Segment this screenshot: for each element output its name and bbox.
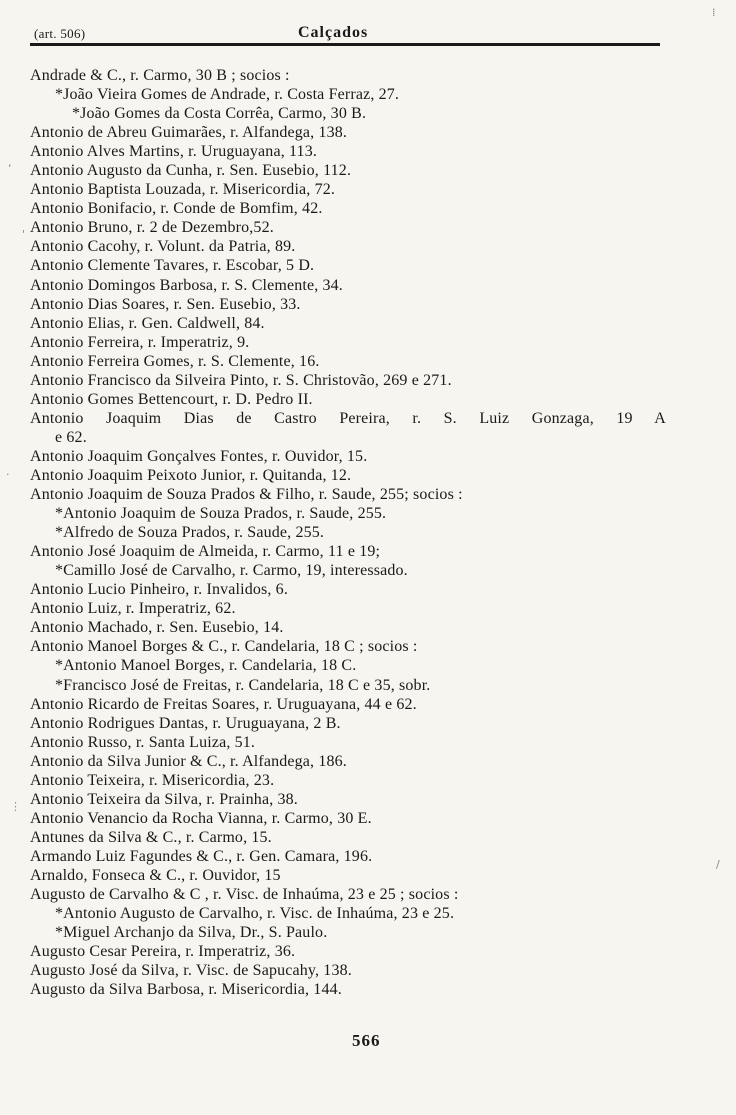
entry-text: Antonio Cacohy, r. Volunt. da Patria, 89.: [30, 238, 296, 256]
directory-entry: [0, 314, 736, 333]
entry-text: Antonio Joaquim Dias de Castro Pereira, r. S. Luiz Gonzaga, 19 A: [30, 409, 666, 427]
margin-speck: ': [22, 228, 26, 241]
sub-entry: [0, 85, 736, 104]
entry-text: e 62.: [55, 428, 87, 446]
entry-text: Antonio Alves Martins, r. Uruguayana, 113.: [30, 143, 318, 161]
entry-text: Antonio Augusto da Cunha, r. Sen. Eusebio, 112.: [30, 162, 352, 180]
directory-entry: [0, 371, 736, 390]
entry-text: Andrade & C., r. Carmo, 30 B ; socios :: [30, 67, 290, 84]
directory-entry: [0, 942, 736, 961]
sub-entry: [0, 504, 736, 523]
entry-text: Antonio de Abreu Guimarães, r. Alfandega, 138.: [30, 124, 348, 142]
entry-text: Antonio da Silva Junior & C., r. Alfandega, 186.: [30, 752, 347, 770]
directory-entry: [0, 256, 736, 275]
entry-text: Antonio Teixeira da Silva, r. Prainha, 38.: [30, 790, 298, 808]
sub-entry: [0, 104, 736, 123]
directory-entry: [0, 466, 736, 485]
directory-entry: [0, 542, 736, 561]
entry-text: Antonio José Joaquim de Almeida, r. Carmo, 11 e 19;: [30, 543, 381, 561]
entry-text: Antonio Teixeira, r. Misericordia, 23.: [30, 771, 275, 789]
sub-entry: [0, 904, 736, 923]
directory-entry: [0, 695, 736, 714]
entry-text: Augusto da Silva Barbosa, r. Misericordia, 144.: [30, 981, 342, 999]
directory-entry: [0, 276, 736, 295]
margin-speck: ,: [8, 156, 12, 169]
directory-entry: [0, 980, 736, 999]
sub-entry: [0, 656, 736, 675]
directory-entry: [0, 123, 736, 142]
entry-text: *João Gomes da Costa Corrêa, Carmo, 30 B.: [72, 105, 367, 123]
directory-entry: [0, 180, 736, 199]
entry-text: Antonio Francisco da Silveira Pinto, r. S. Christovão, 269 e 271.: [30, 371, 452, 389]
sub-entry: [0, 428, 736, 447]
entry-text: *Antonio Joaquim de Souza Prados, r. Saude, 255.: [55, 505, 387, 523]
entry-text: Antonio Rodrigues Dantas, r. Uruguayana, 2 B.: [30, 714, 341, 732]
entry-text: Antonio Gomes Bettencourt, r. D. Pedro II.: [30, 390, 313, 408]
margin-speck: ⁞: [712, 6, 716, 19]
sub-entry: [0, 523, 736, 542]
directory-entry: [0, 618, 736, 637]
directory-entry: [0, 447, 736, 466]
directory-entry: [0, 218, 736, 237]
directory-entry: [0, 961, 736, 980]
directory-entry: [0, 409, 736, 428]
page-title: Calçados: [298, 24, 369, 41]
entry-text: Antunes da Silva & C., r. Carmo, 15.: [30, 828, 272, 846]
header-rule: [30, 43, 660, 46]
entry-text: *Miguel Archanjo da Silva, Dr., S. Paulo.: [55, 924, 328, 942]
directory-entry: [0, 66, 736, 85]
sub-entry: [0, 676, 736, 695]
entry-text: Antonio Clemente Tavares, r. Escobar, 5 D.: [30, 257, 315, 275]
entry-text: Antonio Venancio da Rocha Vianna, r. Carmo, 30 E.: [30, 809, 372, 827]
entry-text: Arnaldo, Fonseca & C., r. Ouvidor, 15: [30, 866, 281, 884]
entry-text: Augusto de Carvalho & C , r. Visc. de Inhaúma, 23 e 25 ; socios :: [30, 886, 459, 904]
directory-entry: [0, 161, 736, 180]
directory-entry: [0, 885, 736, 904]
sub-entry: [0, 923, 736, 942]
directory-entry: [0, 847, 736, 866]
entry-text: Antonio Russo, r. Santa Luiza, 51.: [30, 733, 256, 751]
directory-entry: [0, 599, 736, 618]
entry-text: Antonio Machado, r. Sen. Eusebio, 14.: [30, 619, 284, 637]
page-number: 566: [352, 1031, 381, 1050]
entry-text: Augusto José da Silva, r. Visc. de Sapucahy, 138.: [30, 962, 352, 980]
entry-text: *João Vieira Gomes de Andrade, r. Costa Ferraz, 27.: [55, 86, 400, 104]
entry-list: [0, 66, 736, 999]
entry-text: Antonio Baptista Louzada, r. Misericordia, 72.: [30, 181, 336, 199]
directory-entry: [0, 866, 736, 885]
directory-entry: [0, 237, 736, 256]
entry-text: Antonio Ferreira, r. Imperatriz, 9.: [30, 333, 250, 351]
entry-text: Augusto Cesar Pereira, r. Imperatriz, 36.: [30, 943, 296, 961]
entry-text: Antonio Ricardo de Freitas Soares, r. Uruguayana, 44 e 62.: [30, 695, 417, 713]
entry-text: Antonio Joaquim Peixoto Junior, r. Quitanda, 12.: [30, 466, 352, 484]
entry-text: Antonio Luiz, r. Imperatriz, 62.: [30, 600, 236, 618]
directory-entry: [0, 390, 736, 409]
entry-text: Antonio Dias Soares, r. Sen. Eusebio, 33.: [30, 295, 301, 313]
entry-text: *Camillo José de Carvalho, r. Carmo, 19, interessado.: [55, 562, 408, 580]
entry-text: Antonio Bruno, r. 2 de Dezembro,52.: [30, 219, 274, 237]
directory-entry: [0, 771, 736, 790]
directory-entry: [0, 142, 736, 161]
entry-text: Antonio Bonifacio, r. Conde de Bomfim, 42.: [30, 200, 323, 218]
directory-entry: [0, 809, 736, 828]
directory-entry: [0, 485, 736, 504]
entry-text: *Antonio Augusto de Carvalho, r. Visc. de Inhaúma, 23 e 25.: [55, 905, 455, 923]
sub-entry: [0, 561, 736, 580]
directory-entry: [0, 637, 736, 656]
directory-entry: [0, 714, 736, 733]
directory-entry: [0, 199, 736, 218]
entry-text: Antonio Joaquim de Souza Prados & Filho, r. Saude, 255; socios :: [30, 486, 463, 504]
directory-entry: [0, 333, 736, 352]
entry-text: Antonio Lucio Pinheiro, r. Invalidos, 6.: [30, 581, 288, 599]
entry-text: Antonio Joaquim Gonçalves Fontes, r. Ouvidor, 15.: [30, 447, 368, 465]
margin-speck: ⋮: [10, 800, 21, 813]
directory-entry: [0, 790, 736, 809]
margin-speck: /: [716, 858, 720, 871]
entry-text: Antonio Elias, r. Gen. Caldwell, 84.: [30, 314, 265, 332]
entry-text: Antonio Manoel Borges & C., r. Candelaria, 18 C ; socios :: [30, 638, 418, 656]
entry-text: Armando Luiz Fagundes & C., r. Gen. Camara, 196.: [30, 847, 373, 865]
directory-entry: [0, 295, 736, 314]
entry-text: *Antonio Manoel Borges, r. Candelaria, 18 C.: [55, 657, 357, 675]
entry-text: *Francisco José de Freitas, r. Candelaria, 18 C e 35, sobr.: [55, 676, 431, 694]
entry-text: Antonio Domingos Barbosa, r. S. Clemente, 34.: [30, 276, 343, 294]
directory-entry: [0, 733, 736, 752]
directory-entry: [0, 828, 736, 847]
directory-entry: [0, 580, 736, 599]
entry-text: *Alfredo de Souza Prados, r. Saude, 255.: [55, 524, 325, 542]
entry-text: Antonio Ferreira Gomes, r. S. Clemente, 16.: [30, 352, 320, 370]
article-reference: (art. 506): [34, 26, 86, 41]
margin-speck: ·: [6, 468, 10, 481]
directory-entry: [0, 752, 736, 771]
directory-entry: [0, 352, 736, 371]
